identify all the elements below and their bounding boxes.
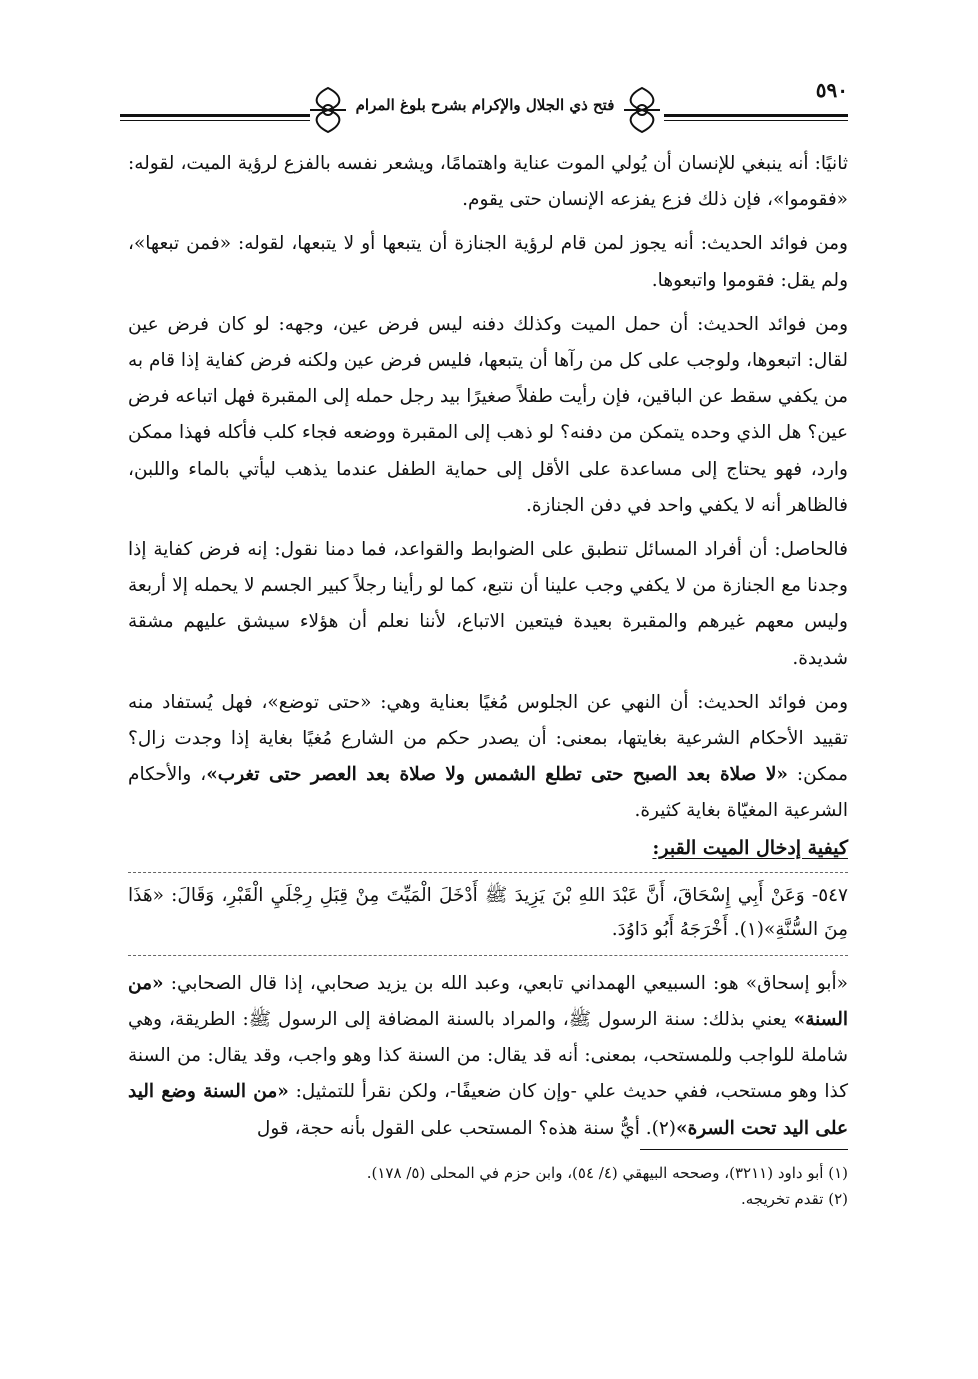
paragraph-commentary — [128, 966, 848, 1147]
header-rule-left-thin — [120, 120, 310, 121]
quoted-hadith-hands: «من السنة وضع اليد على اليد تحت السرة» — [128, 1081, 848, 1139]
ornament-right-icon — [620, 84, 664, 136]
quoted-phrase-sunnah: «من السنة» — [128, 972, 848, 1031]
paragraph-sitting-prohibition — [128, 685, 848, 830]
section-heading: كيفية إدخال الميت القبر: — [652, 836, 848, 859]
paragraph-communal-obligation: ومن فوائد الحديث: أن حمل الميت وكذلك دفنه ليس فرض عين، وجهه: لو كان فرض عين لقال: اتبعوها، ولوجب على كل من رآها أن يتبعها، فليس فرض عين ولكنه فرض كفاية إذا قام به من يكفي سقط عن الباقين، فإن رأيت طفلاً صغيرًا بيد رجل حمله إلى المقبرة فهل اتباعه فرض عين؟ هل الذي وحده يتمكن من دفنه؟ لو ذهب إلى المقبرة ووضعه فجاء كلب فأكله فهذا ممكن وارد، فهو يحتاج إلى مساعدة على الأقل إلى حماية الطفل عندما يذهب ليأتي بالماء واللبن، فالظاهر أنه لا يكفي واحد في دفن الجنازة. — [128, 313, 848, 516]
header-rule-left — [120, 114, 310, 117]
page-header — [120, 78, 848, 142]
footnote-separator — [640, 1149, 848, 1150]
text-segment: (٢). أيُّ سنة هذه؟ المستحب على القول بأنه حجة، قول — [256, 1117, 677, 1139]
header-rule-right-thin — [664, 120, 848, 121]
paragraph-second-point: ثانيًا: أنه ينبغي للإنسان أن يُولي الموت عناية واهتمامًا، ويشعر نفسه بالفزع لرؤية الميت، لقوله: «فقوموا»، فإن ذلك فزع يفزعه الإنسان حتى يقوم. — [128, 153, 848, 211]
footnote-1: (١) أبو داود (٣٢١١)، وصححه البيهقي (٤/ ٥٤)، وابن حزم في المحلى (٥/ ١٧٨). — [366, 1164, 848, 1182]
text-segment: يعني بذلك: سنة الرسول ﷺ، والمراد بالسنة المضافة إلى الرسول ﷺ: الطريقة، وهي شاملة للواجب وللمستحب، بمعنى: أنه قد يقال: من السنة كذا وهو واجب، وقد يقال: من السنة كذا وهو مستحب، ففي حديث علي -وإن كان ضعيفًا-، ولكن نقرأ للتمثيل: — [128, 1009, 848, 1103]
paragraph-conclusion: فالحاصل: أن أفراد المسائل تنطبق على الضوابط والقواعد، فما دمنا نقول: إنه فرض كفاية إذا وجدنا مع الجنازة من لا يكفي وجب علينا أن نتبع، كما لو رأينا رجلاً كبير الجسم لا يحمله إلا أربعة وليس معهم غيرهم والمقبرة بعيدة فيتعين الاتباع، لأننا نعلم أن هؤلاء سيشق عليهم مشقة شديدة. — [128, 539, 848, 669]
footnote-2: (٢) تقدم تخريجه. — [740, 1190, 848, 1208]
running-title: فتح ذي الجلال والإكرام بشرح بلوغ المرام — [355, 96, 615, 114]
paragraph-following-funeral: ومن فوائد الحديث: أنه يجوز لمن قام لرؤية الجنازة أن يتبعها أو لا يتبعها، لقوله: «فمن تبعها»، ولم يقل: فقوموا واتبعوها. — [128, 233, 848, 291]
page-number: ٥٩٠ — [815, 78, 848, 102]
header-rule-right — [664, 114, 848, 117]
text-segment: ومن فوائد الحديث: أن النهي عن الجلوس مُغيًا بعناية وهي: «حتى توضع»، فهل يُستفاد منه تقييد الأحكام الشرعية بغايتها، بمعنى: أن يصدر حكم من الشارع مُغيًا بغاية إذا وجدت زال؟ ممكن: — [128, 691, 848, 786]
quoted-hadith-prayer-times: «لا صلاة بعد الصبح حتى تطلع الشمس ولا صلاة بعد العصر حتى تغرب» — [206, 764, 788, 786]
text-segment: «أبو إسحاق» هو: السبيعي الهمداني تابعي، وعبد الله بن يزيد صحابي، إذا قال الصحابي: — [163, 972, 848, 994]
main-text — [128, 146, 848, 1147]
hadith-547: ٥٤٧- وَعَنْ أَبِي إِسْحَاقَ، أَنَّ عَبْدَ اللهِ بْنَ يَزِيدَ ﷺ أَدْخَلَ الْمَيِّتَ مِنْ قِبَلِ رِجْلَيِ الْقَبْرِ، وَقَالَ: «هَذَا مِنَ السُّنَّةِ»(١). أَخْرَجَهُ أَبُو دَاوُدَ. — [128, 872, 848, 956]
text-segment: ، والأحكام الشرعية المغيّاة بغاية كثيرة. — [128, 764, 848, 822]
footnotes — [128, 1160, 848, 1212]
